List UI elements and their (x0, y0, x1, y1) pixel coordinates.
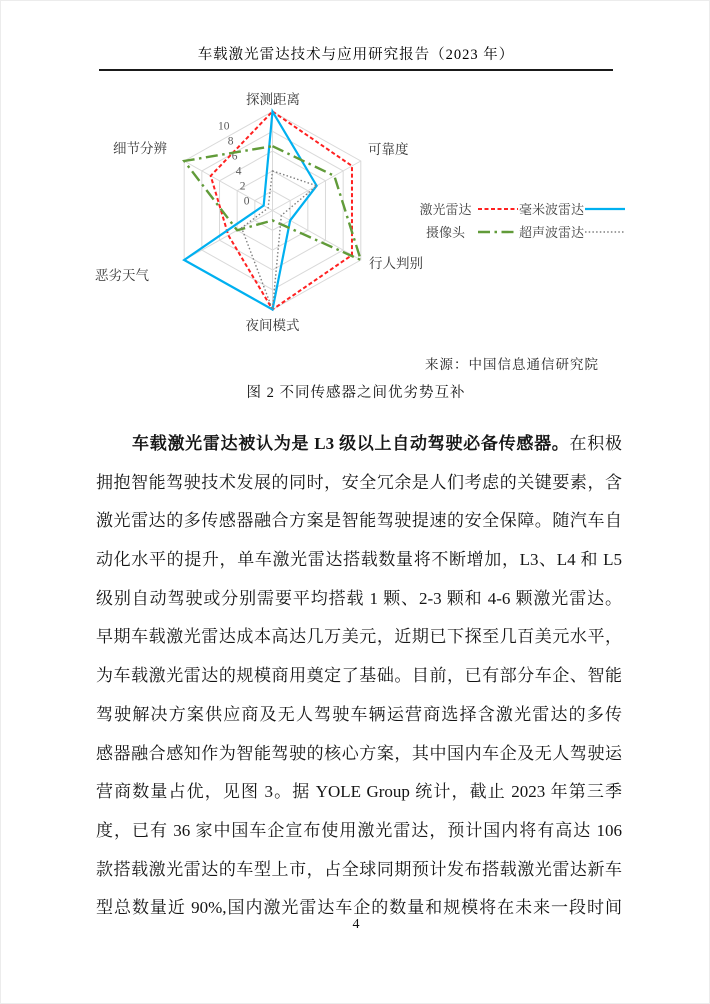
chart-legend (414, 197, 624, 243)
axis-label: 行人判别 (369, 256, 423, 271)
body-line: 早期车载激光雷达成本高达几万美元，近期已下探至几百美元水平， (96, 627, 622, 647)
figure-caption: 图 2 不同传感器之间优劣势互补 (246, 385, 466, 401)
body-line (96, 425, 622, 464)
axis-tick-label: 6 (231, 150, 238, 163)
body-lead-rest: 在积极 (569, 434, 622, 453)
axis-label: 可靠度 (368, 142, 409, 157)
header-rule (99, 69, 613, 71)
series-solid (184, 112, 316, 310)
page-header-title: 车载激光雷达技术与应用研究报告（2023 年） (197, 47, 515, 63)
radar-chart-svg (81, 87, 431, 349)
body-line: 激光雷达的多传感器融合方案是智能驾驶提速的安全保障。随汽车自 (96, 511, 622, 531)
axis-tick-label: 0 (243, 195, 250, 208)
body-line: 驾驶解决方案供应商及无人驾驶车辆运营商选择含激光雷达的多传 (96, 704, 622, 724)
axis-tick-label: 8 (227, 135, 234, 148)
legend-label: 摄像头 (425, 225, 465, 240)
body-line: 度，已有 36 家中国车企宣布使用激光雷达，预计国内将有高达 106 (96, 820, 622, 840)
legend-line-swatch (477, 228, 519, 236)
body-lead-bold: 车载激光雷达被认为是 L3 级以上自动驾驶必备传感器。 (132, 434, 570, 453)
legend-line-swatch (584, 205, 626, 213)
body-line: 型总数量近 90%,国内激光雷达车企的数量和规模将在未来一段时间 (96, 898, 622, 918)
body-line: 动化水平的提升，单车激光雷达搭载数量将不断增加，L3、L4 和 L5 (96, 550, 622, 570)
grid-spoke (184, 161, 272, 211)
legend-label: 超声波雷达 (519, 225, 585, 240)
axis-label: 细节分辨 (113, 141, 167, 156)
legend-line-swatch (584, 228, 626, 236)
legend-row (414, 220, 624, 243)
legend-item (414, 222, 519, 241)
legend-label: 激光雷达 (419, 202, 472, 217)
body-line: 拥抱智能驾驶技术发展的同时，安全冗余是人们考虑的关键要素，含 (96, 472, 622, 492)
legend-line-swatch (477, 205, 519, 213)
page-number: 4 (352, 917, 360, 932)
axis-tick-label: 2 (239, 180, 246, 193)
body-line: 款搭载激光雷达的车型上市，占全球同期预计发布搭载激光雷达新车 (96, 859, 622, 879)
body-line: 感器融合感知作为智能驾驶的核心方案，其中国内车企及无人驾驶运 (96, 743, 622, 763)
legend-item (414, 199, 519, 218)
axis-tick-label: 10 (218, 120, 230, 133)
legend-label: 毫米波雷达 (519, 202, 585, 217)
axis-tick-label: 4 (235, 165, 242, 178)
legend-item (519, 199, 624, 218)
axis-label: 恶劣天气 (95, 268, 149, 283)
grid-spoke (184, 211, 272, 261)
body-paragraph (96, 425, 622, 928)
axis-label: 夜间模式 (245, 318, 300, 333)
figure-source: 来源：中国信息通信研究院 (425, 357, 599, 372)
legend-row (414, 197, 624, 220)
body-line: 为车载激光雷达的规模商用奠定了基础。目前，已有部分车企、智能 (96, 666, 622, 686)
axis-label: 探测距离 (246, 92, 300, 107)
body-line: 营商数量占优，见图 3。据 YOLE Group 统计，截止 2023 年第三季 (96, 782, 622, 802)
radar-chart (81, 87, 431, 349)
body-line: 级别自动驾驶或分别需要平均搭载 1 颗、2-3 颗和 4-6 颗激光雷达。 (96, 588, 622, 608)
legend-item (519, 222, 624, 241)
